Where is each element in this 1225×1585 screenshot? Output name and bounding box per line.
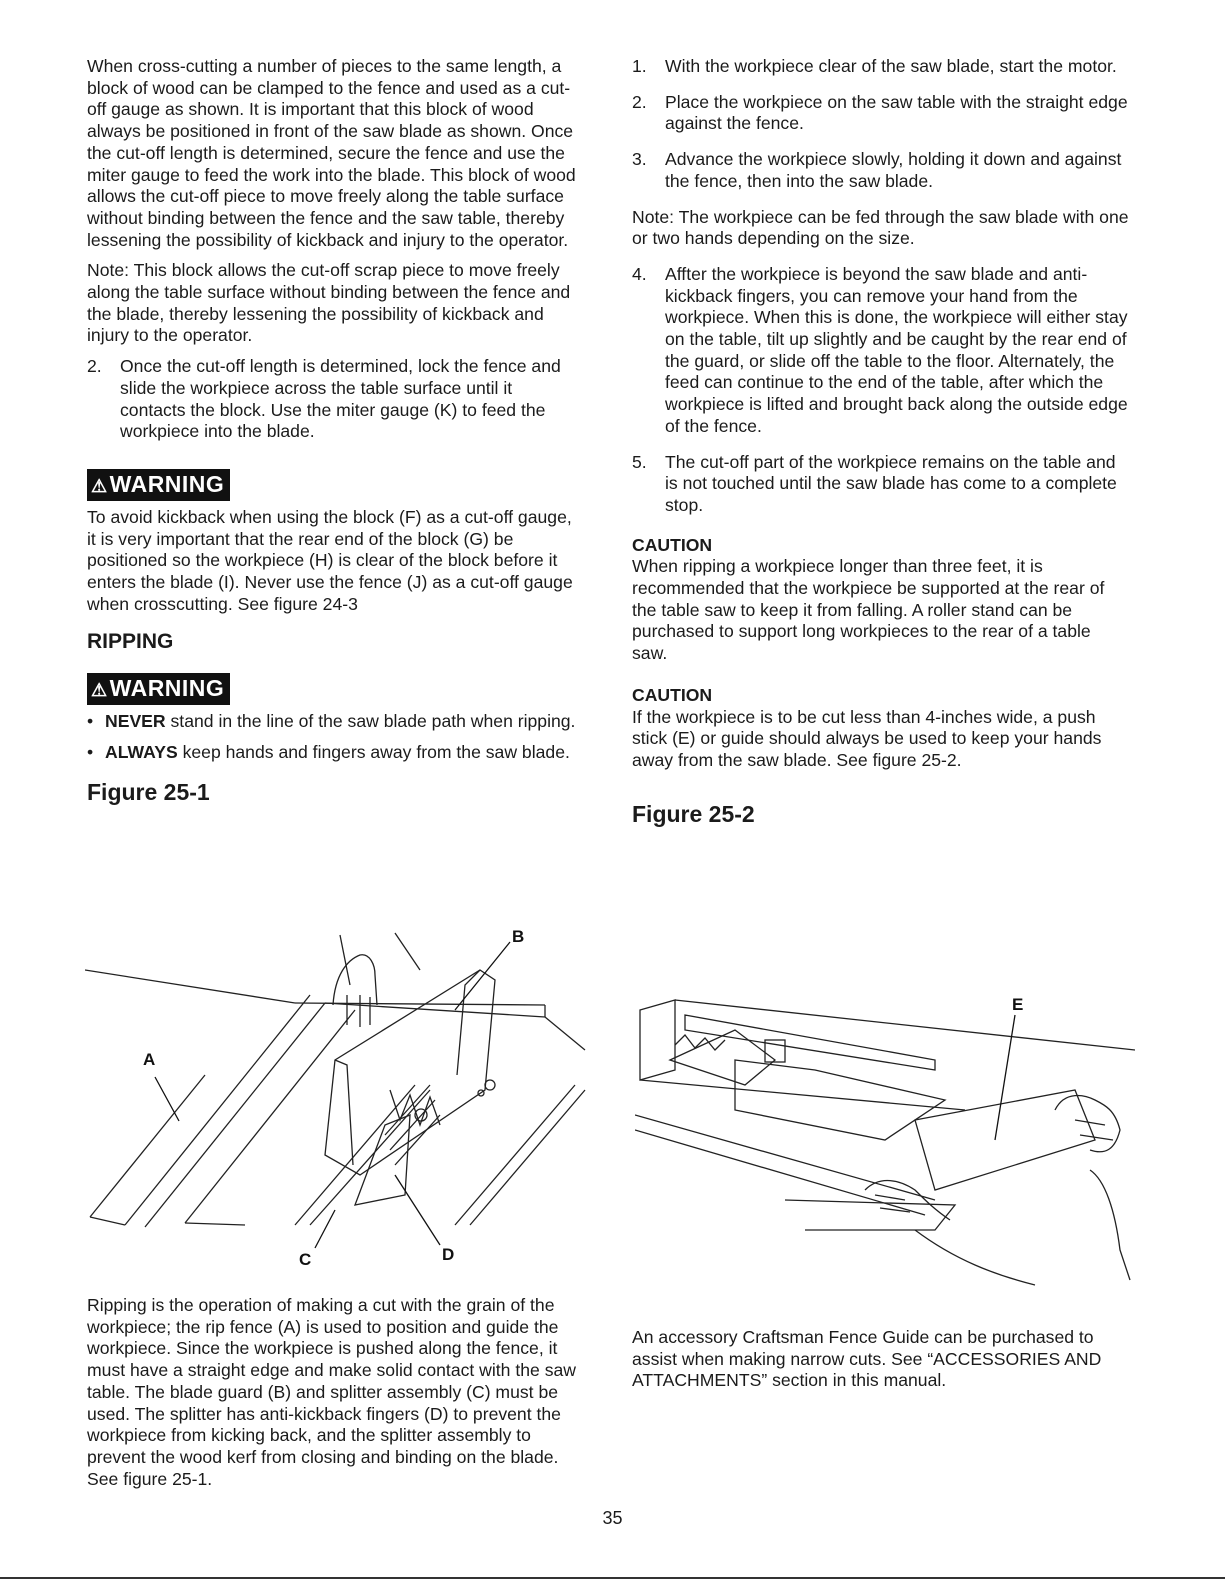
label-b: B bbox=[512, 927, 525, 946]
bullet-icon: • bbox=[87, 711, 94, 732]
step-number: 1. bbox=[632, 56, 647, 76]
step-3 bbox=[632, 149, 1130, 192]
step-4 bbox=[632, 264, 1130, 438]
caution-text-2: If the workpiece is to be cut less than 4-inches wide, a push stick (E) or guide should always be used to keep your hands away from the saw blade. See figure 25-2. bbox=[632, 706, 1102, 770]
step-text: The cut-off part of the workpiece remains on the table and is not touched until the saw blade has come to a complete stop. bbox=[665, 451, 1117, 515]
step-number: 2. bbox=[87, 356, 102, 377]
warning-label: WARNING bbox=[109, 470, 225, 497]
page-number: 35 bbox=[602, 1508, 623, 1528]
crosscut-paragraph: When cross-cutting a number of pieces to the same length, a block of wood can be clamped to the fence and used as a cut-off gauge as shown. It is important that this block of wood always be positioned in front of the saw blade as shown. Once the cut-off length is determined, secure the fence and use the miter gauge to feed the work into the blade. This block of wood allows the cut-off piece to move freely along the table surface without binding between the fence and the saw table, thereby lessening the possibility of kickback and injury to the operator. bbox=[87, 56, 576, 250]
accessory-paragraph: An accessory Craftsman Fence Guide can be purchased to assist when making narrow cuts. See “ACCESSORIES AND ATTACHMENTS” section in this manual. bbox=[632, 1327, 1102, 1391]
bullet-text: keep hands and fingers away from the saw blade. bbox=[177, 742, 570, 763]
warning-text: To avoid kickback when using the block (F) as a cut-off gauge, it is very important that the rear end of the block (G) be positioned so the workpiece (H) is clear of the block before it enters the blade (I). Never use the fence (J) as a cut-off gauge when crosscutting. See figure 24-3 bbox=[87, 506, 573, 614]
note-paragraph: Note: The workpiece can be fed through the saw blade with one or two hands depending on the size. bbox=[632, 206, 1129, 249]
label-c: C bbox=[299, 1250, 312, 1269]
right-column bbox=[632, 56, 1130, 828]
step-text: With the workpiece clear of the saw blade, start the motor. bbox=[665, 56, 1117, 76]
bullet-always bbox=[87, 742, 577, 764]
step-2 bbox=[632, 92, 1130, 135]
step-number: 4. bbox=[632, 263, 647, 284]
ripping-paragraph: Ripping is the operation of making a cut with the grain of the workpiece; the rip fence (A) is used to position and guide the workpiece. Since the workpiece is pushed along the fence, it must have a straight edge and make solid contact with the saw table. The blade guard (B) and splitter assembly (C) must be used. The splitter has anti-kickback fingers (D) to prevent the workpiece from kicking back, and the splitter assembly to prevent the wood kerf from closing and binding on the blade. See figure 25-1. bbox=[87, 1295, 576, 1489]
figure-25-1-title: Figure 25-1 bbox=[87, 778, 210, 805]
step-text: Once the cut-off length is determined, lock the fence and slide the workpiece across the table surface until it contacts the block. Use the miter gauge (K) to feed the workpiece into the blade. bbox=[120, 356, 561, 442]
warning-triangle-icon: ⚠ bbox=[91, 680, 108, 701]
step-2 bbox=[87, 356, 577, 443]
warning-triangle-icon: ⚠ bbox=[91, 475, 108, 496]
step-number: 5. bbox=[632, 451, 647, 472]
step-text: Advance the workpiece slowly, holding it down and against the fence, then into the saw blade. bbox=[665, 149, 1122, 191]
caution-text-1: When ripping a workpiece longer than three feet, it is recommended that the workpiece be supported at the rear of the table saw to keep it from falling. A roller stand can be purchased to support long workpieces to the rear of a table saw. bbox=[632, 556, 1105, 664]
ripping-heading: RIPPING bbox=[87, 630, 174, 654]
label-e: E bbox=[1012, 995, 1024, 1014]
bullet-strong: ALWAYS bbox=[105, 742, 178, 763]
step-text: Place the workpiece on the saw table with the straight edge against the fence. bbox=[665, 91, 1128, 134]
step-number: 3. bbox=[632, 149, 647, 170]
bullet-text: stand in the line of the saw blade path when ripping. bbox=[165, 711, 576, 732]
note-paragraph: Note: This block allows the cut-off scrap piece to move freely along the table surface without binding between the fence and the blade, thereby lessening the possibility of kickback and injury to the operator. bbox=[87, 260, 571, 346]
bullet-never bbox=[87, 711, 577, 733]
bullet-icon: • bbox=[87, 742, 94, 763]
step-1 bbox=[632, 56, 1130, 78]
left-column bbox=[87, 56, 577, 806]
bottom-rule bbox=[0, 1577, 1225, 1579]
bullet-strong: NEVER bbox=[105, 711, 166, 732]
caution-title-2: CAUTION bbox=[632, 684, 713, 705]
step-text: Affter the workpiece is beyond the saw blade and anti-kickback fingers, you can remove your hand from the workpiece. When this is done, the workpiece will either stay on the table, tilt up slightly and be caught by the rear end of the guard, or slide off the table to the floor. Alternately, the feed can continue to the end of the table, after which the workpiece is lifted and brought back along the outside edge of the fence. bbox=[665, 263, 1128, 436]
label-a: A bbox=[143, 1050, 156, 1069]
figure-25-2-illustration bbox=[635, 990, 1135, 1290]
figure-25-2-title: Figure 25-2 bbox=[632, 800, 755, 827]
step-number: 2. bbox=[632, 91, 647, 112]
warning-banner bbox=[87, 469, 577, 501]
warning-banner-2 bbox=[87, 673, 577, 705]
caution-title-1: CAUTION bbox=[632, 534, 713, 555]
step-5 bbox=[632, 452, 1130, 517]
label-d: D bbox=[442, 1245, 455, 1264]
figure-25-1-illustration bbox=[85, 925, 595, 1275]
warning-label: WARNING bbox=[109, 675, 225, 702]
